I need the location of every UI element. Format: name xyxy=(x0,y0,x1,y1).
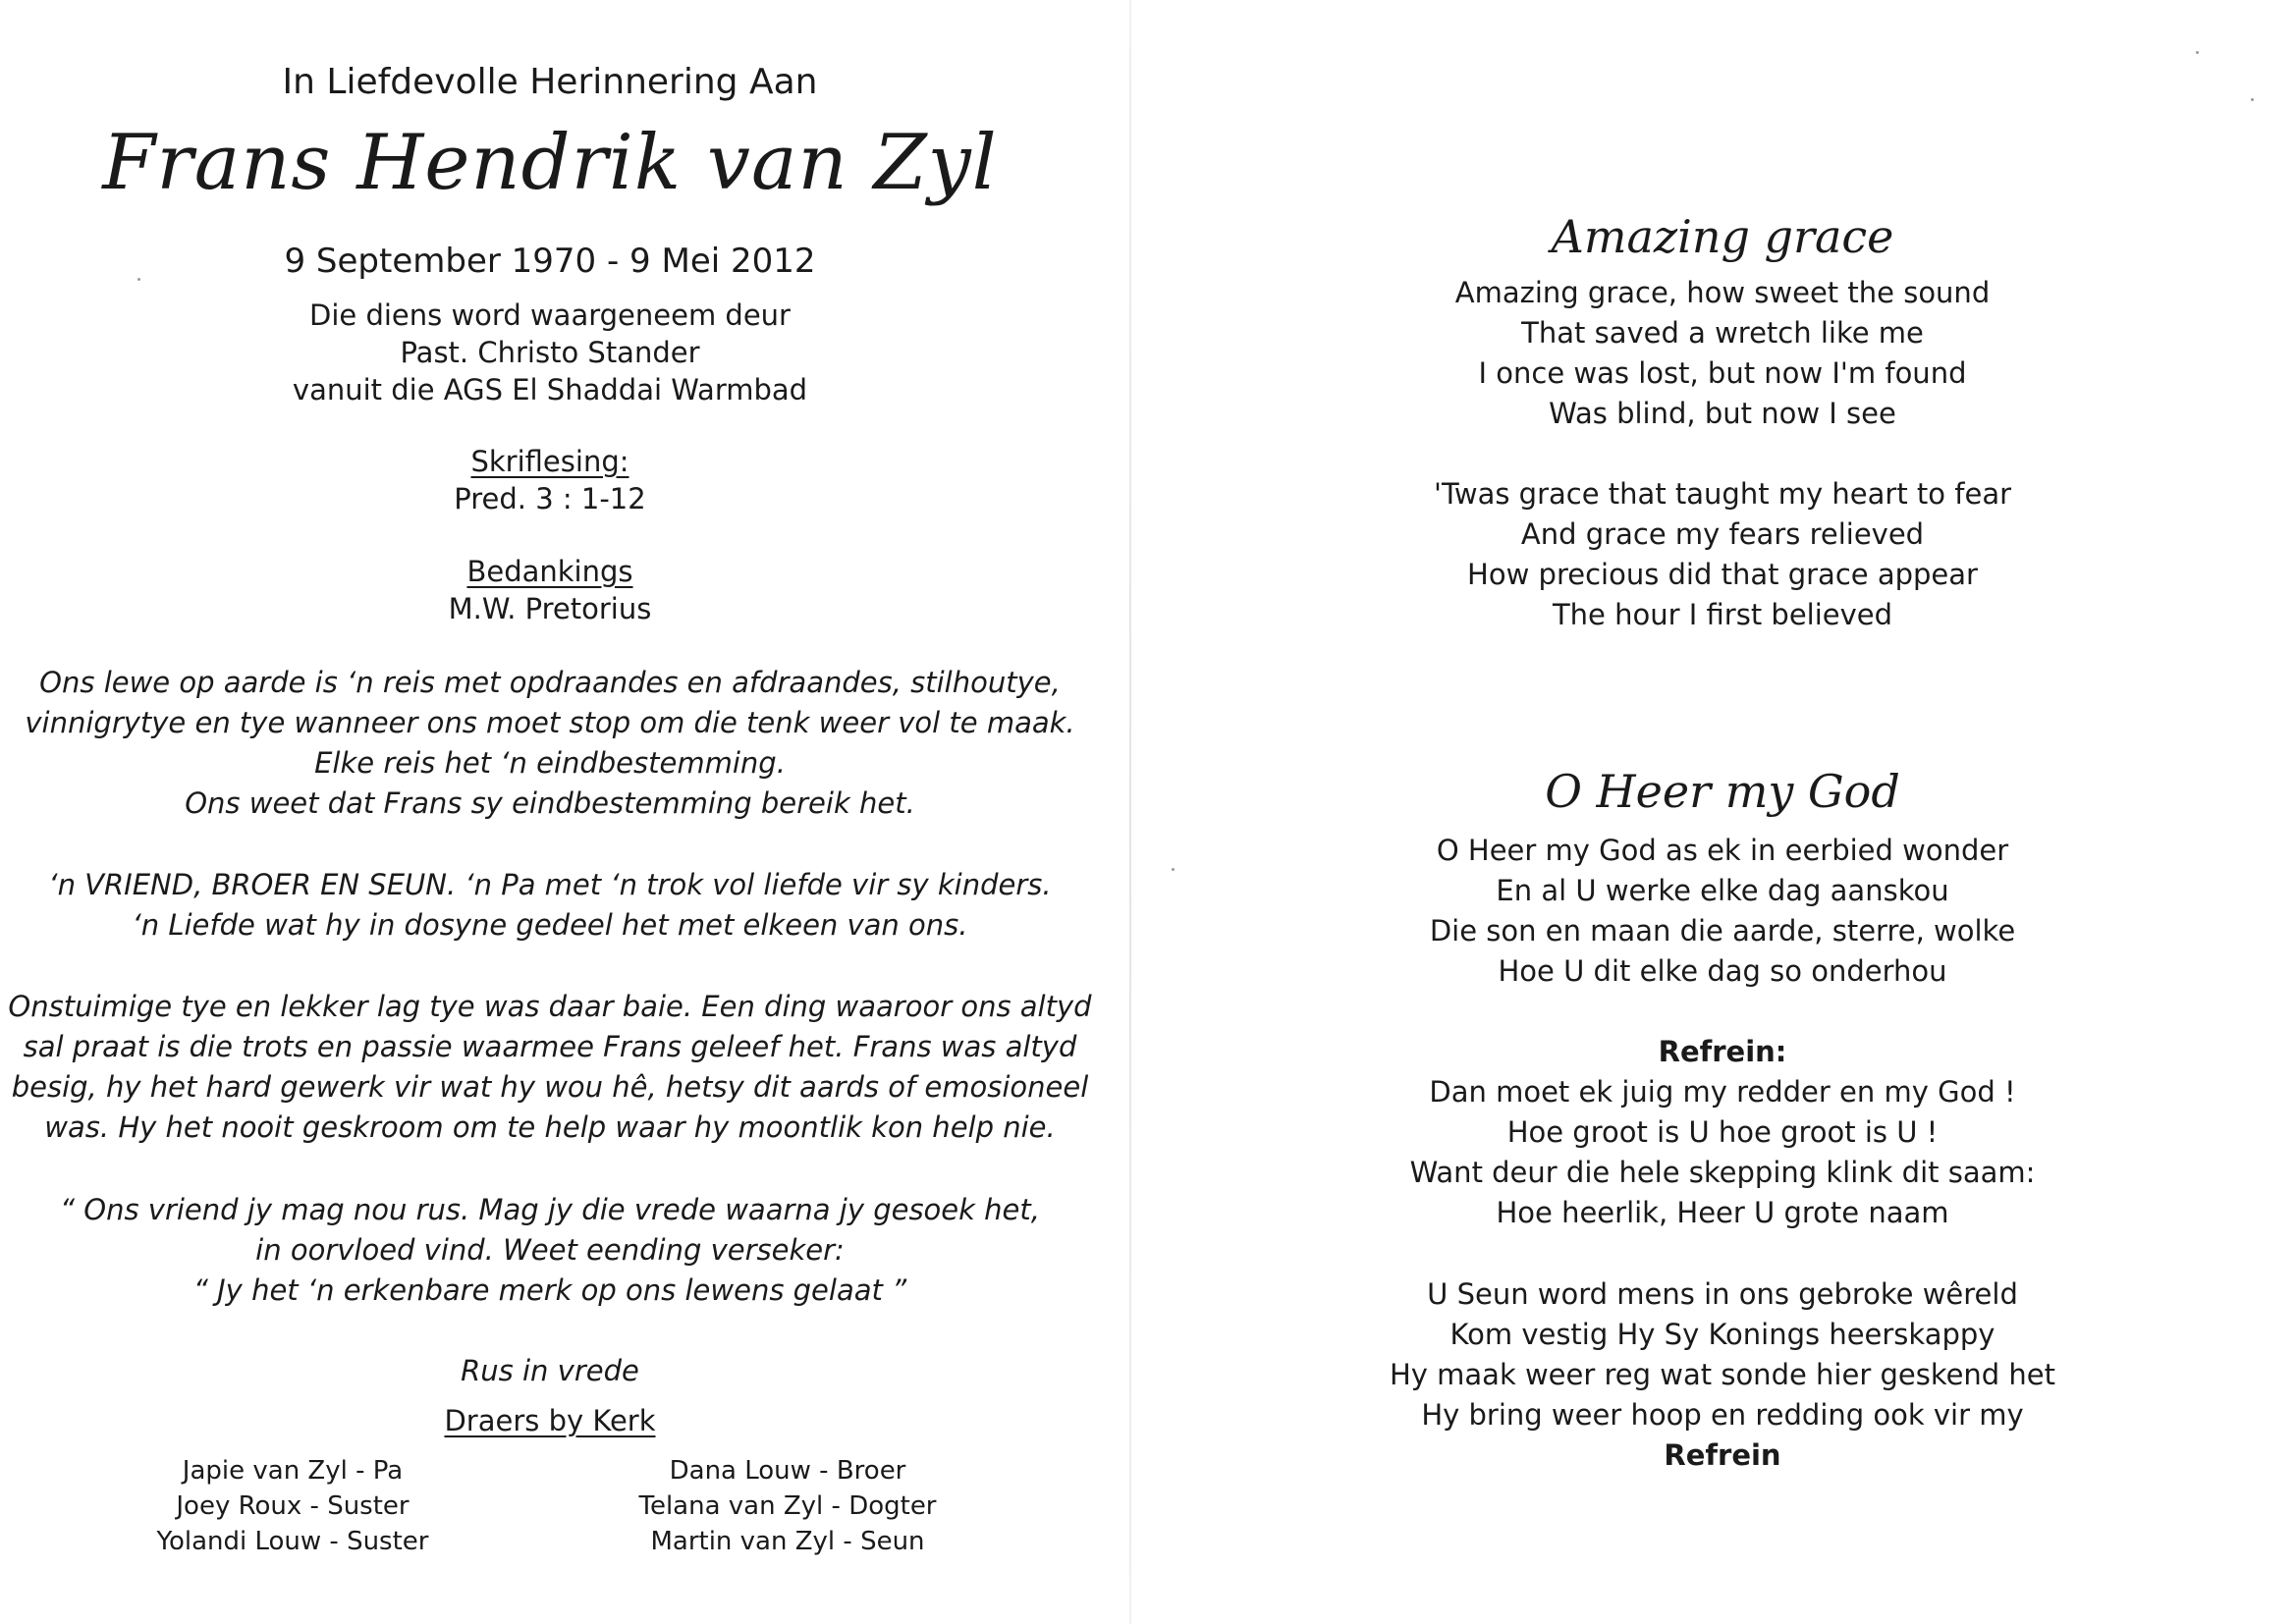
hymn-line: The hour I first believed xyxy=(1552,598,1893,631)
scan-speck xyxy=(2196,51,2199,54)
hymn-line: Die son en maan die aarde, sterre, wolke xyxy=(1429,914,2016,947)
hymn-line: Hoe U dit elke dag so onderhou xyxy=(1498,954,1947,988)
service-line-2: Past. Christo Stander xyxy=(400,336,700,369)
refrain-line: Hoe groot is U hoe groot is U ! xyxy=(1506,1115,1939,1149)
tribute-line: Ons lewe op aarde is ‘n reis met opdraandes en afdraandes, stilhoutye, xyxy=(39,666,1061,699)
tribute-line: Ons weet dat Frans sy eindbestemming bereik het. xyxy=(185,786,915,820)
pallbearer-name: Joey Roux - Suster xyxy=(176,1491,410,1521)
hymn-line: Hy maak weer reg wat sonde hier geskend het xyxy=(1389,1358,2056,1391)
hymn-title-o-heer-my-god: O Heer my God xyxy=(1545,765,1900,818)
hymn-line: Was blind, but now I see xyxy=(1549,397,1896,430)
refrain-line: Dan moet ek juig my redder en my God ! xyxy=(1429,1075,2016,1109)
tribute-line: ‘n Liefde wat hy in dosyne gedeel het met elkeen van ons. xyxy=(132,908,968,942)
pallbearers-heading: Draers by Kerk xyxy=(444,1404,656,1437)
hymn-line: How precious did that grace appear xyxy=(1467,558,1978,591)
tribute-quote-line: in oorvloed vind. Weet eending verseker: xyxy=(255,1233,845,1267)
right-page xyxy=(1129,0,2296,1624)
hymn-line: I once was lost, but now I'm found xyxy=(1478,356,1967,390)
hymn-line: 'Twas grace that taught my heart to fear xyxy=(1433,477,2012,511)
memorial-header: In Liefdevolle Herinnering Aan xyxy=(282,62,818,102)
thanks-heading: Bedankings xyxy=(466,555,633,588)
refrain-line: Hoe heerlik, Heer U grote naam xyxy=(1496,1196,1949,1229)
pallbearer-name: Martin van Zyl - Seun xyxy=(650,1527,925,1556)
left-page xyxy=(0,0,1129,1624)
hymn-line: That saved a wretch like me xyxy=(1521,316,1924,350)
refrain-line: Want deur die hele skepping klink dit saam: xyxy=(1409,1156,2036,1189)
thanks-name: M.W. Pretorius xyxy=(448,592,652,625)
pallbearers-right-column xyxy=(581,1453,994,1559)
hymn-line: O Heer my God as ek in eerbied wonder xyxy=(1436,834,2009,867)
tribute-line: vinnigrytye en tye wanneer ons moet stop om die tenk weer vol te maak. xyxy=(25,706,1075,739)
service-line-1: Die diens word waargeneem deur xyxy=(309,298,791,332)
hymn-line: U Seun word mens in ons gebroke wêreld xyxy=(1427,1277,2018,1311)
hymn-line: En al U werke elke dag aanskou xyxy=(1496,874,1949,907)
pallbearers-left-column xyxy=(86,1453,499,1559)
tribute-line: Onstuimige tye en lekker lag tye was daar baie. Een ding waaroor ons altyd xyxy=(8,990,1092,1023)
scan-speck xyxy=(1172,868,1175,871)
scripture-reference: Pred. 3 : 1-12 xyxy=(454,482,646,515)
hymn-title-amazing-grace: Amazing grace xyxy=(1551,210,1894,263)
pallbearer-name: Telana van Zyl - Dogter xyxy=(638,1491,937,1521)
hymn-line: And grace my fears relieved xyxy=(1520,517,1925,551)
service-line-3: vanuit die AGS El Shaddai Warmbad xyxy=(292,373,808,406)
life-dates: 9 September 1970 - 9 Mei 2012 xyxy=(284,242,816,281)
deceased-name: Frans Hendrik van Zyl xyxy=(102,119,998,207)
rest-in-peace: Rus in vrede xyxy=(461,1354,639,1387)
scan-speck xyxy=(2251,98,2254,101)
pallbearer-name: Japie van Zyl - Pa xyxy=(182,1456,404,1486)
tribute-line: besig, hy het hard gewerk vir wat hy wou hê, hetsy dit aards of emosioneel xyxy=(11,1070,1089,1104)
tribute-line: sal praat is die trots en passie waarmee Frans geleef het. Frans was altyd xyxy=(23,1030,1077,1063)
scan-speck xyxy=(137,278,140,281)
scripture-heading: Skriflesing: xyxy=(470,445,629,478)
tribute-line: Elke reis het ‘n eindbestemming. xyxy=(314,746,786,780)
hymn-line: Hy bring weer hoop en redding ook vir my xyxy=(1421,1398,2024,1432)
tribute-line: ‘n VRIEND, BROER EN SEUN. ‘n Pa met ‘n trok vol liefde vir sy kinders. xyxy=(48,868,1052,901)
pallbearer-name: Dana Louw - Broer xyxy=(669,1456,906,1486)
refrain-heading: Refrein: xyxy=(1658,1035,1787,1068)
tribute-quote-line: “ Jy het ‘n erkenbare merk op ons lewens gelaat ” xyxy=(192,1273,907,1307)
hymn-line: Kom vestig Hy Sy Konings heerskappy xyxy=(1449,1318,1995,1351)
tribute-quote-line: “ Ons vriend jy mag nou rus. Mag jy die vrede waarna jy gesoek het, xyxy=(60,1193,1040,1226)
tribute-line: was. Hy het nooit geskroom om te help waar hy moontlik kon help nie. xyxy=(44,1110,1056,1144)
hymn-line: Amazing grace, how sweet the sound xyxy=(1454,276,1991,309)
refrain-end: Refrein xyxy=(1664,1438,1781,1472)
pallbearer-name: Yolandi Louw - Suster xyxy=(156,1527,429,1556)
